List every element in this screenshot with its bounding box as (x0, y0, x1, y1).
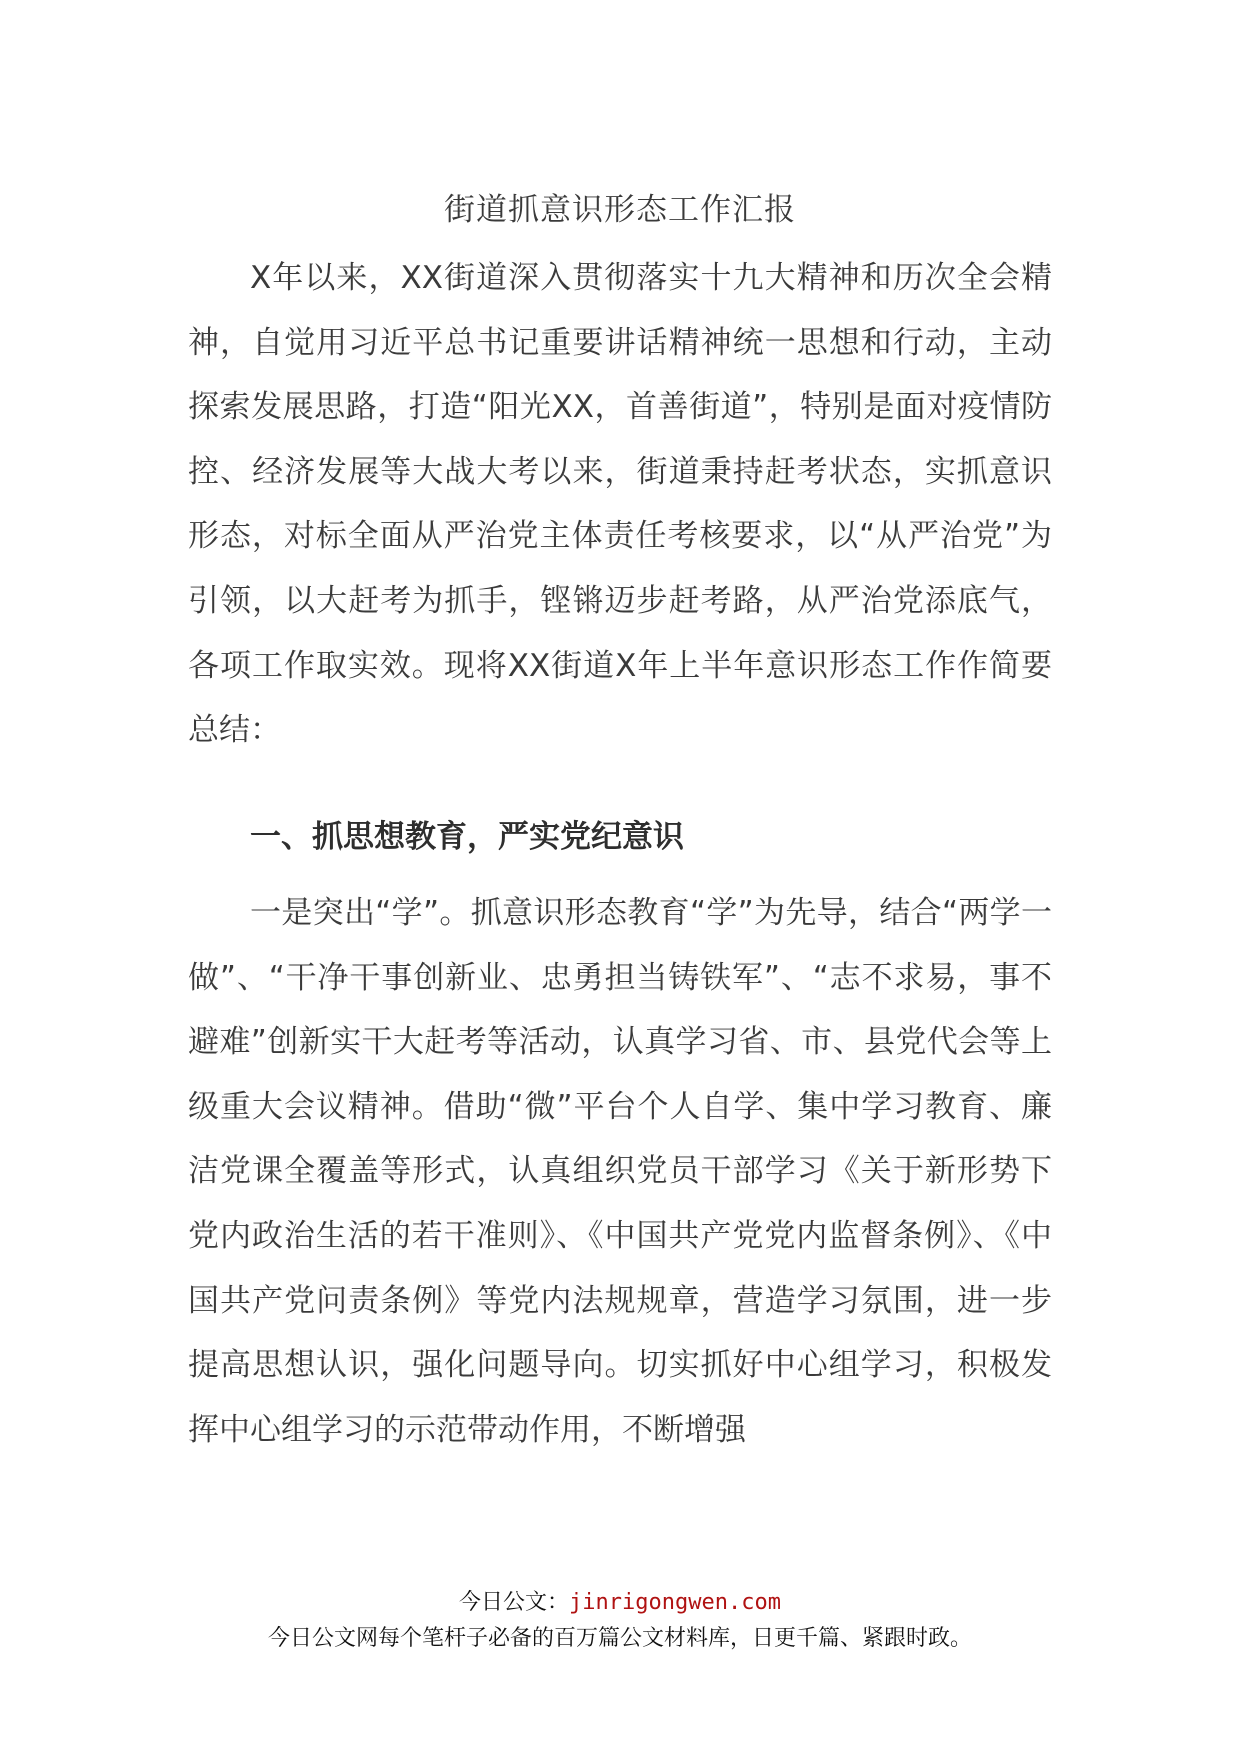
section-1-paragraph: 一是突出“学”。抓意识形态教育“学”为先导，结合“两学一做”、“干净干事创新业、忠勇担当铸铁军”、“志不求易，事不避难”创新实干大赶考等活动，认真学习省、市、县党代会等上级重大会议精神。借助“微”平台个人自学、集中学习教育、廉洁党课全覆盖等形式，认真组织党员干部学习《关于新形势下党内政治生活的若干准则》、《中国共产党党内监督条例》、《中国共产党问责条例》等党内法规规章，营造学习氛围，进一步提高思想认识，强化问题导向。切实抓好中心组学习，积极发挥中心组学习的示范带动作用，不断增强 (188, 895, 1052, 1448)
document-title: 街道抓意识形态工作汇报 (444, 192, 796, 228)
footer-site-label: 今日公文： (459, 1590, 570, 1615)
section-1-heading: 一、抓思想教育，严实党纪意识 (250, 819, 684, 855)
footer-site-url[interactable]: jinrigongwen.com (569, 1590, 781, 1615)
footer-site-line (0, 1588, 1240, 1618)
intro-paragraph: X年以来，XX街道深入贯彻落实十九大精神和历次全会精神，自觉用习近平总书记重要讲话精神统一思想和行动，主动探索发展思路，打造“阳光XX，首善街道”，特别是面对疫情防控、经济发展等大战大考以来，街道秉持赶考状态，实抓意识形态，对标全面从严治党主体责任考核要求，以“从严治党”为引领，以大赶考为抓手，铿锵迈步赶考路，从严治党添底气，各项工作取实效。现将XX街道X年上半年意识形态工作作简要总结： (188, 260, 1052, 749)
footer-slogan: 今日公文网每个笔杆子必备的百万篇公文材料库，日更千篇、紧跟时政。 (267, 1626, 972, 1651)
